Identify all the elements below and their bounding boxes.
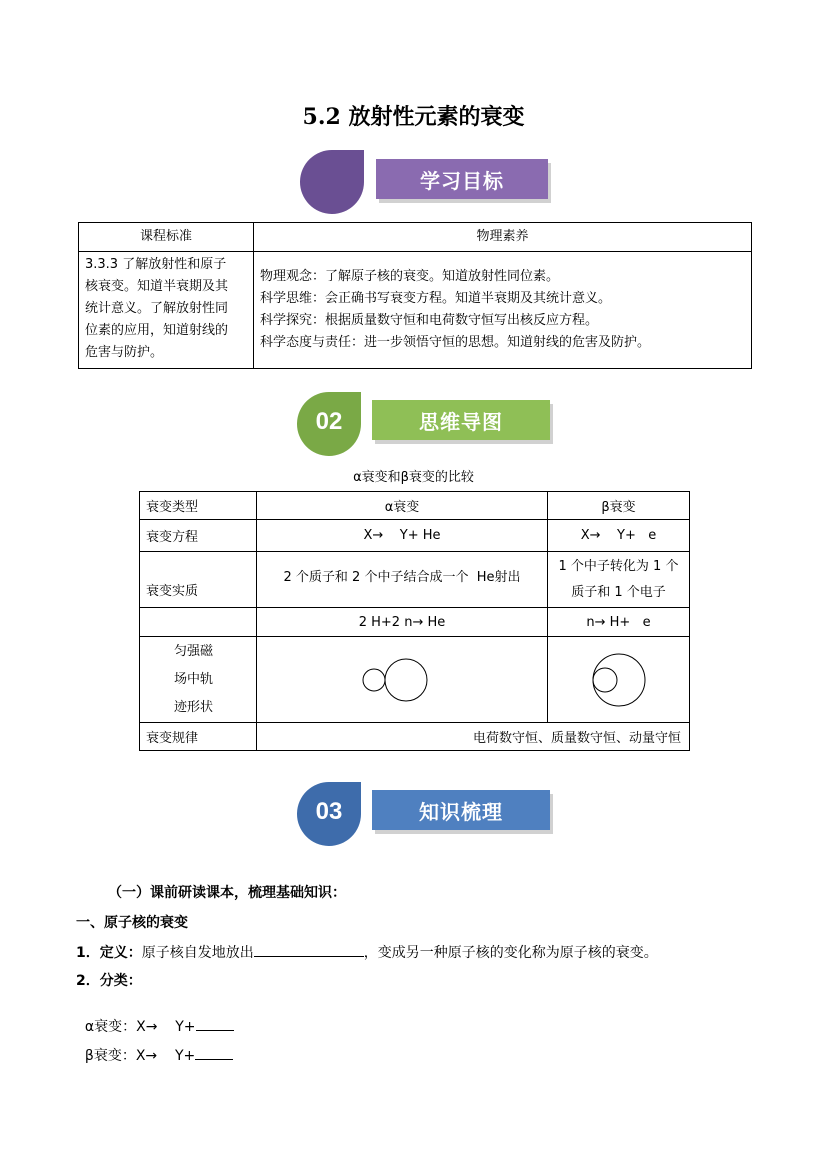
definition-number: 1．定义：	[76, 945, 142, 961]
definition-part-a: 原子核自发地放出	[141, 945, 254, 961]
standard-line: 3.3.3 了解放射性和原子	[85, 257, 227, 272]
standard-line: 位素的应用，知道射线的	[85, 323, 229, 338]
comp-law: 电荷数守恒、质量数守恒、动量守恒	[257, 723, 690, 751]
track-label-line: 匀强磁	[174, 643, 214, 659]
comp-equation-label: 衰变方程	[140, 520, 257, 552]
beta-decay-line	[76, 1029, 233, 1065]
banner-mindmap-number: 02	[315, 408, 343, 435]
comp-beta-reaction: n→ H+ e	[548, 608, 690, 637]
banner-mindmap-label: 思维导图	[372, 400, 550, 440]
goals-standard-cell	[79, 252, 254, 369]
comp-header-type: 衰变类型	[140, 492, 257, 520]
literacy-line: 科学思维：会正确书写衰变方程。知道半衰期及其统计意义。	[260, 291, 612, 306]
section-banner-knowledge	[295, 780, 560, 846]
beta-large-circle	[593, 654, 645, 706]
goals-table	[78, 222, 752, 369]
decorative-disc-icon	[298, 148, 368, 214]
comp-header-alpha: α衰变	[257, 492, 548, 520]
beta-essence-line: 1 个中子转化为 1 个	[558, 558, 679, 574]
comp-beta-equation: X→ Y+ e	[548, 520, 690, 552]
comp-alpha-reaction: 2 H+2 n→ He	[257, 608, 548, 637]
comp-beta-essence	[548, 552, 690, 608]
knowledge-intro: （一）课前研读课本，梳理基础知识：	[108, 885, 346, 901]
goals-header-literacy: 物理素养	[254, 223, 752, 252]
comp-beta-track	[548, 637, 690, 723]
section-heading-decay: 一、原子核的衰变	[76, 915, 188, 931]
track-label-line: 迹形状	[174, 699, 214, 715]
page-title: 5.2 放射性元素的衰变	[302, 104, 525, 130]
literacy-line: 物理观念：了解原子核的衰变。知道放射性同位素。	[260, 269, 560, 284]
banner-knowledge-number: 03	[315, 798, 343, 825]
comparison-table	[139, 491, 690, 751]
standard-line: 危害与防护。	[85, 345, 164, 360]
banner-knowledge-label: 知识梳理	[372, 790, 550, 830]
literacy-line: 科学探究：根据质量数守恒和电荷数守恒写出核反应方程。	[260, 313, 599, 328]
comp-reaction-label	[140, 608, 257, 637]
comp-alpha-essence: 2 个质子和 2 个中子结合成一个 He射出	[257, 552, 548, 608]
standard-line: 核衰变。知道半衰期及其	[85, 279, 229, 294]
classification-heading: 2．分类：	[76, 973, 142, 989]
goals-literacy-cell	[254, 252, 752, 369]
standard-line: 统计意义。了解放射性同	[85, 301, 229, 316]
track-label-line: 场中轨	[174, 671, 214, 687]
beta-decay-text: β衰变：X→ Y+	[84, 1048, 196, 1064]
goals-header-standard: 课程标准	[79, 223, 254, 252]
banner-goals-label: 学习目标	[376, 159, 548, 199]
alpha-small-circle	[363, 669, 385, 691]
beta-decay-blank[interactable]	[195, 1045, 233, 1060]
comp-track-label	[140, 637, 257, 723]
section-banner-goals	[298, 148, 558, 214]
comp-alpha-track	[257, 637, 548, 723]
beta-essence-line: 质子和 1 个电子	[571, 584, 666, 600]
definition-blank[interactable]	[254, 942, 364, 957]
beta-small-circle	[593, 668, 617, 692]
comp-header-beta: β衰变	[548, 492, 690, 520]
comp-essence-label: 衰变实质	[140, 552, 257, 608]
alpha-decay-text: α衰变：X→ Y+	[84, 1019, 196, 1035]
alpha-track-diagram	[352, 650, 452, 710]
comp-law-label: 衰变规律	[140, 723, 257, 751]
definition-part-b: ，变成另一种原子核的变化称为原子核的衰变。	[363, 945, 658, 961]
comparison-caption: α衰变和β衰变的比较	[353, 470, 474, 485]
literacy-line: 科学态度与责任：进一步领悟守恒的思想。知道射线的危害及防护。	[260, 335, 651, 350]
beta-track-diagram	[579, 650, 659, 710]
definition-line	[76, 942, 658, 962]
alpha-large-circle	[385, 659, 427, 701]
section-banner-mindmap	[295, 390, 560, 456]
comp-alpha-equation: X→ Y+ He	[257, 520, 548, 552]
